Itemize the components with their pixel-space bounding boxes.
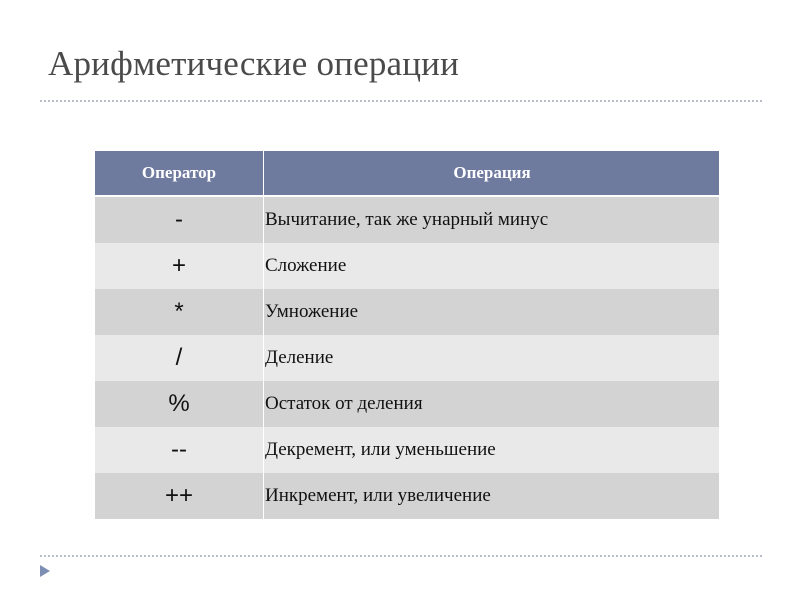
title-divider (40, 100, 762, 102)
table-row (95, 197, 719, 243)
operator-cell: / (95, 335, 264, 381)
operation-cell: Декремент, или уменьшение (265, 439, 496, 460)
footer-divider (40, 555, 762, 557)
table-row (95, 335, 719, 381)
operator-cell: % (95, 381, 264, 427)
operation-cell: Инкремент, или увеличение (265, 485, 491, 506)
table-row (95, 427, 719, 473)
table-row (95, 381, 719, 427)
operator-cell: -- (95, 427, 264, 473)
table-header-row (95, 151, 719, 197)
header-operation: Операция (453, 163, 531, 182)
operator-cell: * (95, 289, 264, 335)
operation-cell: Вычитание, так же унарный минус (265, 209, 549, 230)
table-row (95, 243, 719, 289)
operation-cell: Умножение (265, 301, 359, 322)
header-operator: Оператор (95, 151, 264, 195)
operator-cell: ++ (95, 473, 264, 519)
table-row (95, 473, 719, 519)
table-row (95, 289, 719, 335)
operation-cell: Остаток от деления (265, 393, 423, 414)
triangle-right-icon (40, 565, 50, 577)
operators-table (95, 151, 719, 519)
operation-cell: Сложение (265, 255, 347, 276)
operator-cell: + (95, 243, 264, 289)
slide-title: Арифметические операции (48, 44, 460, 83)
operation-cell: Деление (265, 347, 334, 368)
operator-cell: - (95, 197, 264, 243)
